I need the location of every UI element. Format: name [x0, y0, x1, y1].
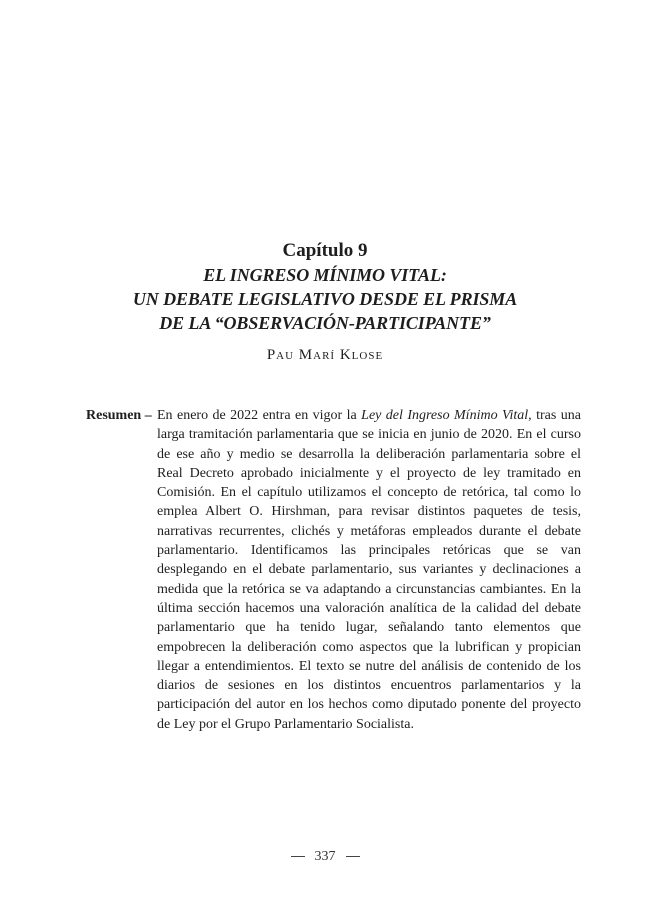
chapter-author: Pau Marí Klose	[266, 347, 384, 363]
abstract-label: Resumen –	[86, 408, 152, 423]
abstract-text-start: En enero de 2022 entra en vigor la	[157, 408, 362, 423]
chapter-heading	[0, 238, 650, 364]
chapter-number: Capítulo 9	[282, 240, 368, 261]
page-number: 337	[314, 849, 336, 864]
chapter-title-line-1: EL INGRESO MÍNIMO VITAL:	[203, 265, 447, 285]
law-title: Ley del Ingreso Mínimo Vital,	[361, 408, 532, 423]
footer-dash-left	[291, 856, 305, 857]
abstract-text	[157, 406, 581, 734]
page-footer	[0, 849, 650, 865]
chapter-title-line-3: DE LA “OBSERVACIÓN-PARTICIPANTE”	[159, 313, 491, 333]
footer-dash-right	[346, 856, 360, 857]
abstract-text-rest: tras una larga tramitación parlamentaria que se inicia en junio de 2020. En el curso de ese año y medio se desarrolla la deliberación parlamentaria sobre el Real Decreto aprobado inicialmente y el proyecto de ley tramitado en Comisión. En el capítulo utilizamos el concepto de retórica, tal como lo emplea Albert O. Hirshman, para revisar distintos paquetes de tesis, narrativas recurrentes, clichés y metáforas empleados durante el debate parlamentario. Identificamos las principales retóricas que se van desplegando en el debate parlamentario, sus variantes y declinaciones a medida que la retórica se va adaptando a circunstancias cambiantes. En la última sección hacemos una valoración analítica de la calidad del debate parlamentario que ha tenido lugar, señalando tanto elementos que empobrecen la deliberación como aspectos que la lubrifican y propician llegar a entendimientos. El texto se nutre del análisis de contenido de los diarios de sesiones en los distintos encuentros parlamentarios y la participación del autor en los hechos como diputado ponente del proyecto de Ley por el Grupo Parlamentario Socialista.	[157, 408, 581, 732]
chapter-title-line-2: UN DEBATE LEGISLATIVO DESDE EL PRISMA	[132, 289, 518, 309]
